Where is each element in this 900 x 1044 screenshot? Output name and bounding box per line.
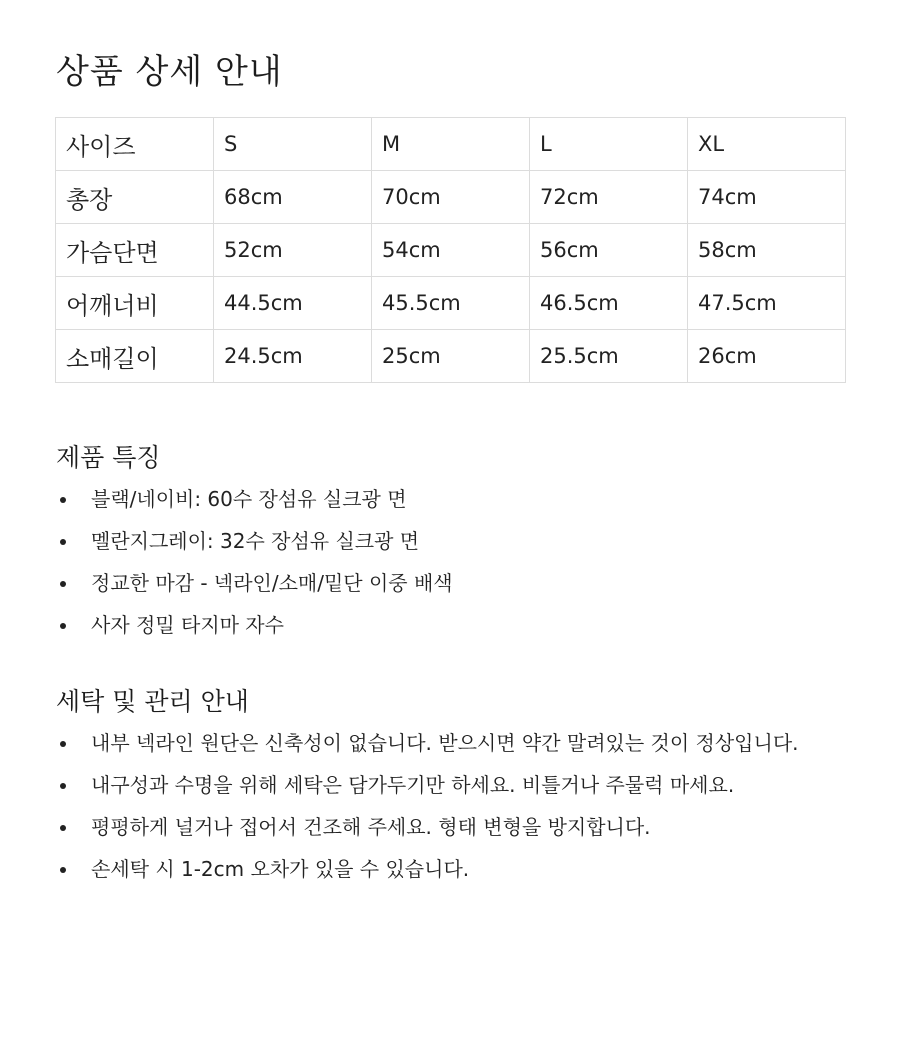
care-section <box>56 682 886 890</box>
table-row <box>56 171 846 224</box>
table-cell: 52cm <box>214 224 372 277</box>
bullet-icon <box>60 783 66 789</box>
table-cell: 45.5cm <box>372 277 530 330</box>
list-item-text: 정교한 마감 - 넥라인/소매/밑단 이중 배색 <box>91 571 453 595</box>
table-row-label: 어깨너비 <box>56 277 214 330</box>
bullet-icon <box>60 867 66 873</box>
list-item <box>56 604 886 646</box>
list-item-text: 블랙/네이비: 60수 장섬유 실크광 면 <box>91 487 407 511</box>
table-cell: 58cm <box>688 224 846 277</box>
list-item <box>56 520 886 562</box>
list-item-text: 멜란지그레이: 32수 장섬유 실크광 면 <box>91 529 420 553</box>
size-table <box>55 117 846 383</box>
table-cell: 72cm <box>530 171 688 224</box>
table-cell: 46.5cm <box>530 277 688 330</box>
table-cell: 74cm <box>688 171 846 224</box>
care-heading: 세탁 및 관리 안내 <box>56 687 249 716</box>
list-item-text: 사자 정밀 타지마 자수 <box>91 613 284 637</box>
table-row-label: 가슴단면 <box>56 224 214 277</box>
bullet-icon <box>60 825 66 831</box>
list-item-text: 내구성과 수명을 위해 세탁은 담가두기만 하세요. 비틀거나 주물럭 마세요. <box>91 773 735 797</box>
list-item <box>56 848 886 890</box>
list-item <box>56 806 886 848</box>
care-list <box>56 722 886 890</box>
table-cell: 24.5cm <box>214 330 372 383</box>
list-item <box>56 764 886 806</box>
table-cell: 26cm <box>688 330 846 383</box>
bullet-icon <box>60 623 66 629</box>
table-cell: 54cm <box>372 224 530 277</box>
table-row <box>56 224 846 277</box>
table-cell: 47.5cm <box>688 277 846 330</box>
table-row <box>56 330 846 383</box>
table-row-label: 소매길이 <box>56 330 214 383</box>
table-header-cell: S <box>214 118 372 171</box>
table-cell: 68cm <box>214 171 372 224</box>
bullet-icon <box>60 741 66 747</box>
list-item-text: 평평하게 널거나 접어서 건조해 주세요. 형태 변형을 방지합니다. <box>91 815 651 839</box>
table-cell: 44.5cm <box>214 277 372 330</box>
list-item <box>56 562 886 604</box>
list-item-text: 내부 넥라인 원단은 신축성이 없습니다. 받으시면 약간 말려있는 것이 정상입니다. <box>91 731 799 755</box>
table-header-cell: XL <box>688 118 846 171</box>
table-cell: 25.5cm <box>530 330 688 383</box>
size-table-header-row <box>56 118 846 171</box>
list-item-text: 손세탁 시 1-2cm 오차가 있을 수 있습니다. <box>91 857 470 881</box>
page-title: 상품 상세 안내 <box>56 52 283 92</box>
table-cell: 70cm <box>372 171 530 224</box>
table-row <box>56 277 846 330</box>
bullet-icon <box>60 497 66 503</box>
list-item <box>56 722 886 764</box>
table-header-cell: 사이즈 <box>56 118 214 171</box>
bullet-icon <box>60 539 66 545</box>
features-section <box>56 438 886 646</box>
table-cell: 25cm <box>372 330 530 383</box>
table-header-cell: M <box>372 118 530 171</box>
table-header-cell: L <box>530 118 688 171</box>
table-cell: 56cm <box>530 224 688 277</box>
bullet-icon <box>60 581 66 587</box>
list-item <box>56 478 886 520</box>
features-heading: 제품 특징 <box>56 443 161 472</box>
table-row-label: 총장 <box>56 171 214 224</box>
features-list <box>56 478 886 646</box>
